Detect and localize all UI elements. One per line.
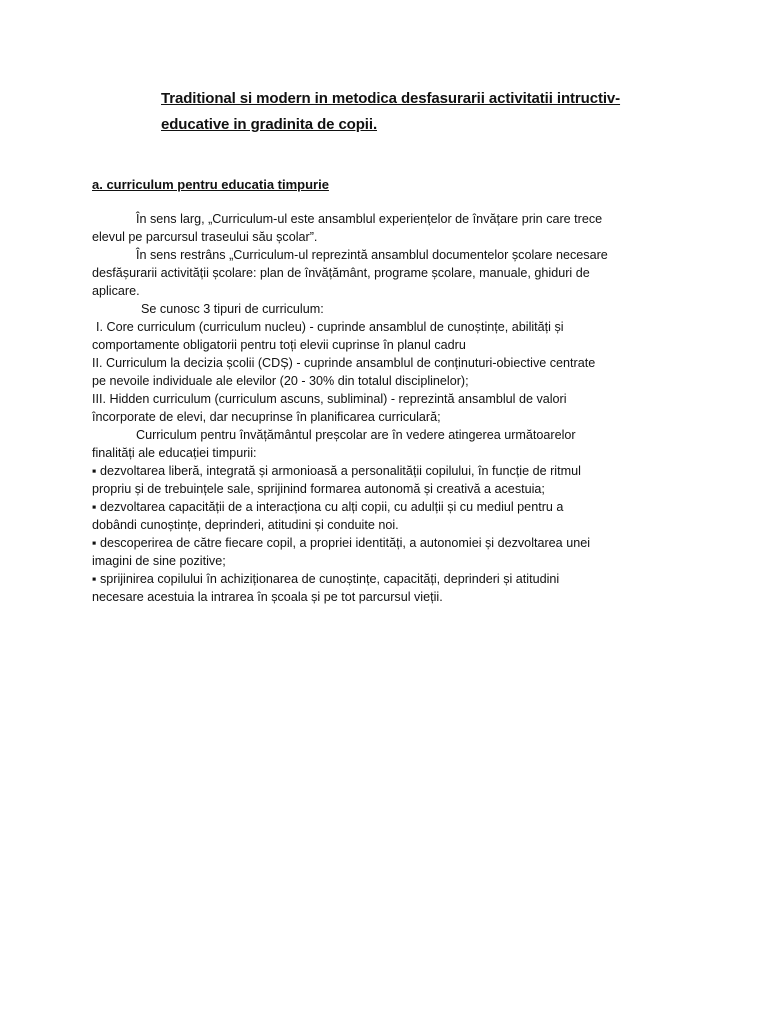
paragraph-line: încorporate de elevi, dar necuprinse în planificarea curriculară; — [92, 410, 441, 424]
paragraph-line: dobândi cunoștințe, deprinderi, atitudini și conduite noi. — [92, 518, 399, 532]
paragraph-line: desfășurarii activității școlare: plan de învățământ, programe școlare, manuale, ghiduri de — [92, 266, 590, 280]
paragraph-line: propriu și de trebuințele sale, sprijinind formarea autonomă și creativă a acestuia; — [92, 482, 545, 496]
paragraph-line: finalități ale educației timpurii: — [92, 446, 257, 460]
document-title-line-1: Traditional si modern in metodica desfasurarii activitatii intructiv- — [161, 90, 621, 107]
bullet-line: ▪ descoperirea de către fiecare copil, a propriei identități, a autonomiei și dezvoltarea unei — [92, 536, 591, 550]
document-body — [92, 210, 682, 606]
document-title-line-2: educative in gradinita de copii. — [161, 116, 378, 133]
paragraph-line: comportamente obligatorii pentru toți elevii cuprinse în planul cadru — [92, 338, 466, 352]
section-heading: a. curriculum pentru educatia timpurie — [92, 177, 329, 192]
bullet-line: ▪ dezvoltarea liberă, integrată și armonioasă a personalității copilului, în funcție de ritmul — [92, 464, 581, 478]
paragraph-line: imagini de sine pozitive; — [92, 554, 226, 568]
bullet-line: ▪ sprijinirea copilului în achiziționarea de cunoștințe, capacități, deprinderi și atitudini — [92, 572, 560, 586]
paragraph-line: aplicare. — [92, 284, 140, 298]
document-title — [161, 86, 661, 138]
paragraph-line: pe nevoile individuale ale elevilor (20 - 30% din totalul disciplinelor); — [92, 374, 469, 388]
paragraph-line: necesare acestuia la intrarea în școala și pe tot parcursul vieții. — [92, 590, 443, 604]
bullet-line: ▪ dezvoltarea capacității de a interacționa cu alți copii, cu adulții și cu mediul pentru a — [92, 500, 564, 514]
paragraph-line: I. Core curriculum (curriculum nucleu) - cuprinde ansamblul de cunoștințe, abilități și — [96, 320, 564, 334]
paragraph-line: În sens restrâns „Curriculum-ul reprezintă ansamblul documentelor școlare necesare — [136, 248, 608, 262]
paragraph-line: Se cunosc 3 tipuri de curriculum: — [141, 302, 324, 316]
paragraph-line: II. Curriculum la decizia școlii (CDȘ) - cuprinde ansamblul de conținuturi-obiective centrate — [92, 356, 596, 370]
paragraph-line: elevul pe parcursul traseului său școlar”. — [92, 230, 318, 244]
paragraph-line: Curriculum pentru învățământul preșcolar are în vedere atingerea următoarelor — [136, 428, 576, 442]
paragraph-line: III. Hidden curriculum (curriculum ascuns, subliminal) - reprezintă ansamblul de valori — [92, 392, 567, 406]
paragraph-line: În sens larg, „Curriculum-ul este ansamblul experiențelor de învățare prin care trece — [136, 212, 603, 226]
